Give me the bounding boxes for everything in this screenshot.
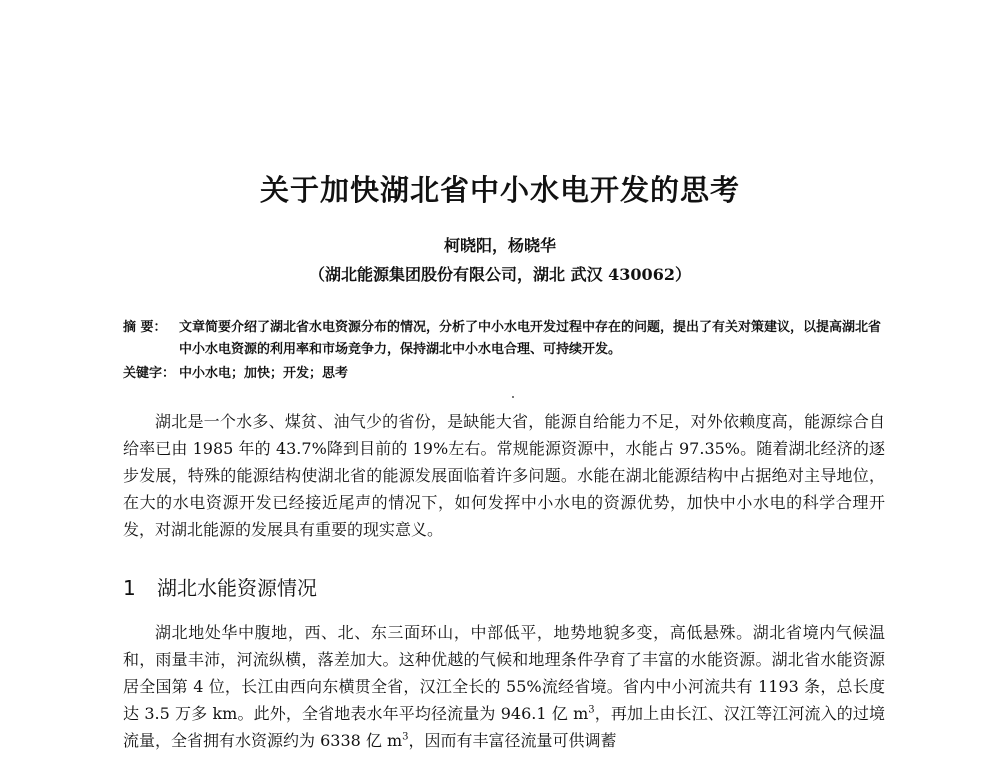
paper-title: 关于加快湖北省中小水电开发的思考 <box>259 173 740 207</box>
keywords-text: 中小水电；加快；开发；思考 <box>179 366 349 381</box>
section1-text-a: 湖北地处华中腹地，西、北、东三面环山，中部低平，地势地貌多变，高低悬殊。湖北省境内气候温和，雨量丰沛，河流纵横，落差加大。这种优越的气候和地理条件孕育了丰富的水能资源。湖北省水能资源居全国第 4 位，长江由西向东横贯全省，汉江全长的 55%流经省境。省内中小河流共有 1193 条，总长度达 3.5 万多 km。此外，全省地表水年平均径流量为 946.1 亿 m <box>123 623 885 723</box>
section1-text-b: ，再加上由长江、汉江等江河流入的过境流量，全省拥有水资源约为 6338 亿 m <box>123 704 885 750</box>
abstract-text: 文章简要介绍了湖北省水电资源分布的情况，分析了中小水电开发过程中存在的问题，提出了有关对策建议，以提高湖北省中小水电资源的利用率和市场竞争力，保持湖北中小水电合理、可持续开发。 <box>179 320 882 357</box>
paper-authors: 柯晓阳，杨晓华 <box>443 236 556 255</box>
section-heading <box>123 572 317 601</box>
paper-affiliation: （湖北能源集团股份有限公司，湖北 武汉 430062） <box>309 265 691 284</box>
keywords-row <box>123 363 893 385</box>
section-number: 1 <box>123 576 136 600</box>
abstract-row <box>123 317 893 361</box>
scan-speck <box>512 396 514 398</box>
abstract-block <box>123 317 893 385</box>
keywords-label: 关键字： <box>123 366 176 381</box>
intro-paragraph: 湖北是一个水多、煤贫、油气少的省份，是缺能大省，能源自给能力不足，对外依赖度高，能源综合自给率已由 1985 年的 43.7%降到目前的 19%左右。常规能源资源中，水能占 97.35%。随着湖北经济的逐步发展，特殊的能源结构使湖北省的能源发展面临着许多问题。水能在湖北能源结构中占据绝对主导地位，在大的水电资源开发已经接近尾声的情况下，如何发挥中小水电的资源优势，加快中小水电的科学合理开发，对湖北能源的发展具有重要的现实意义。 <box>123 412 885 539</box>
superscript-3: 3 <box>588 704 595 716</box>
superscript-3: 3 <box>402 731 409 743</box>
section1-text-c: ，因而有丰富径流量可供调蓄 <box>408 731 617 750</box>
section1-paragraph <box>123 619 885 754</box>
section-title: 湖北水能资源情况 <box>157 576 317 600</box>
abstract-label: 摘 要： <box>123 320 167 335</box>
